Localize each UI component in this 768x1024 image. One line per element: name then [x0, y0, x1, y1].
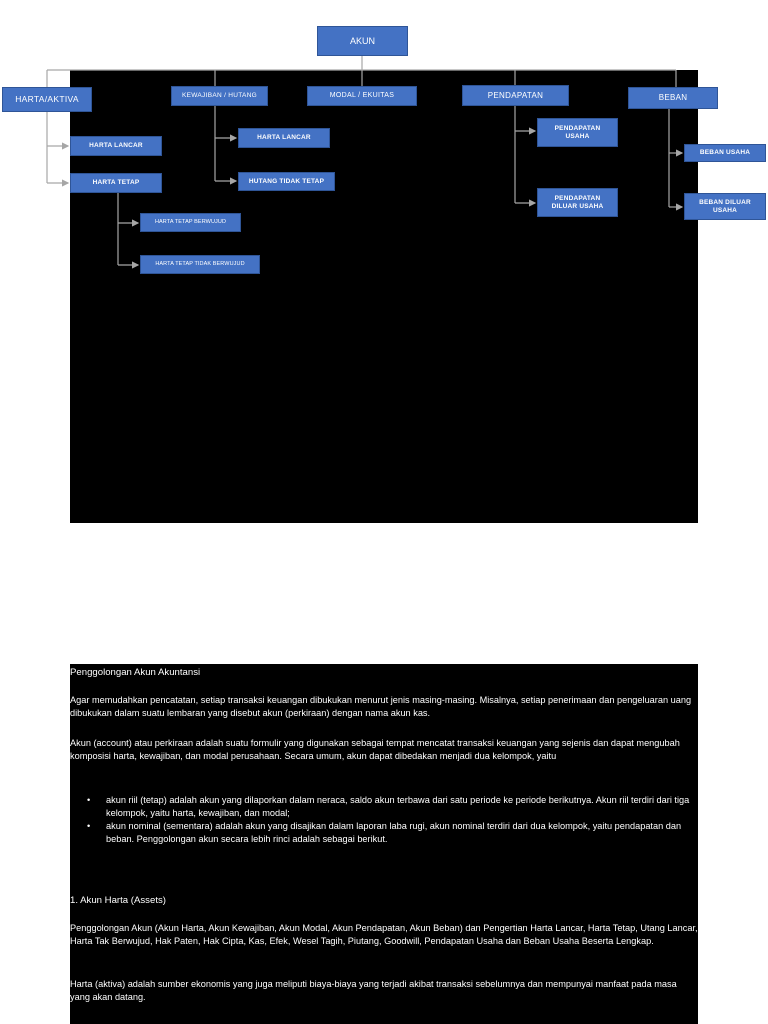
- node-harta-tetap: HARTA TETAP: [70, 173, 162, 193]
- list-item-text: akun riil (tetap) adalah akun yang dilaporkan dalam neraca, saldo akun terbawa dari satu periode ke periode berikutnya. Akun riil terdiri dari tiga kelompok, yaitu harta, kewajiban, dan modal;: [106, 795, 690, 818]
- paragraph-3: Penggolongan Akun (Akun Harta, Akun Kewajiban, Akun Modal, Akun Pendapatan, Akun Beban) dan Pengertian Harta Lancar, Harta Tetap, Utang Lancar, Harta Tak Berwujud, Hak Paten, Hak Cipta, Kas, Efek, Wesel Tagih, Piutang, Goodwill, Pendapatan Usaha dan Beban Usaha Beserta Lengkap.: [70, 923, 698, 946]
- node-harta-tetap-tidak-berwujud: HARTA TETAP TIDAK BERWUJUD: [140, 255, 260, 274]
- node-hutang-tidak-tetap: HUTANG TIDAK TETAP: [238, 172, 335, 191]
- list-item: [70, 794, 698, 820]
- node-harta-aktiva: HARTA/AKTIVA: [2, 87, 92, 112]
- section-heading: 1. Akun Harta (Assets): [70, 895, 166, 906]
- bullet-icon: •: [87, 821, 91, 831]
- list-item-text: akun nominal (sementara) adalah akun yang disajikan dalam laporan laba rugi, akun nominal terdiri dari dua kelompok, yaitu pendapatan dan beban. Penggolongan akun secara lebih rinci adalah sebagai berikut.: [106, 821, 682, 844]
- paragraph-1: Agar memudahkan pencatatan, setiap transaksi keuangan dibukukan menurut jenis masing-masing. Misalnya, setiap penerimaan dan pengeluaran uang dibukukan dalam suatu lembaran yang disebut akun (perkiraan) dengan nama akun kas.: [70, 695, 692, 718]
- document-title: Penggolongan Akun Akuntansi: [70, 667, 201, 678]
- paragraph-4: Harta (aktiva) adalah sumber ekonomis yang juga meliputi biaya-biaya yang terjadi akibat transaksi sebelumnya dan mempunyai manfaat pada masa yang akan datang.: [70, 979, 677, 1002]
- node-akun: AKUN: [317, 26, 408, 56]
- node-kewajiban-harta-lancar: HARTA LANCAR: [238, 128, 330, 148]
- node-pendapatan-diluar-usaha: PENDAPATAN DILUAR USAHA: [537, 188, 618, 217]
- node-pendapatan: PENDAPATAN: [462, 85, 569, 106]
- account-type-list: [70, 794, 698, 846]
- document-panel: [70, 664, 698, 1024]
- node-kewajiban-hutang: KEWAJIBAN / HUTANG: [171, 86, 268, 106]
- node-beban-diluar-usaha: BEBAN DILUAR USAHA: [684, 193, 766, 220]
- bullet-icon: •: [87, 795, 91, 805]
- node-pendapatan-usaha: PENDAPATAN USAHA: [537, 118, 618, 147]
- node-harta-tetap-berwujud: HARTA TETAP BERWUJUD: [140, 213, 241, 232]
- list-item: [70, 820, 698, 846]
- paragraph-2: Akun (account) atau perkiraan adalah suatu formulir yang digunakan sebagai tempat mencatat transaksi keuangan yang sejenis dan dapat mengubah komposisi harta, kewajiban, dan modal perusahaan. Secara umum, akun dapat dibedakan menjadi dua kelompok, yaitu: [70, 738, 680, 761]
- node-harta-lancar: HARTA LANCAR: [70, 136, 162, 156]
- node-beban: BEBAN: [628, 87, 718, 109]
- node-modal-ekuitas: MODAL / EKUITAS: [307, 86, 417, 106]
- node-beban-usaha: BEBAN USAHA: [684, 144, 766, 162]
